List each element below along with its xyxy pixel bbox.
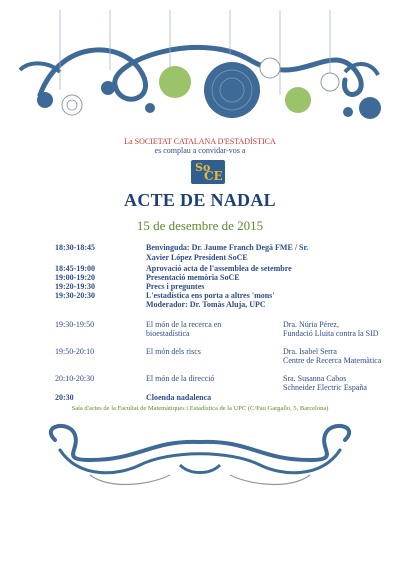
soce-logo — [191, 160, 225, 184]
ornament-ball — [145, 103, 155, 113]
schedule-event: Presentació memòria SoCE — [146, 273, 240, 282]
christmas-ornaments-decoration — [0, 0, 400, 135]
schedule-event: Aprovació acta de l'assemblea de setembre — [146, 264, 292, 273]
talk-affiliation: Fundació Lluita contra la SID — [283, 329, 379, 338]
ornament-ball — [343, 107, 353, 117]
talk-time: 20:10-20:30 — [55, 374, 95, 383]
ornament-ball — [260, 58, 280, 78]
talk-affiliation: Schneider Electric España — [283, 383, 367, 392]
closing-time: 20:30 — [55, 393, 74, 402]
schedule-event: Benvinguda: Dr. Jaume Franch Degà FME / Sr. — [146, 243, 309, 252]
logo-text-bottom: CE — [204, 169, 223, 183]
closing-event: Cloenda nadalenca — [146, 393, 212, 402]
ornament-ball — [62, 95, 82, 115]
schedule-event: L'estadística ens porta a altres 'mons' — [146, 291, 275, 300]
ribbon-swirl — [40, 47, 361, 99]
ornament-ball — [285, 87, 311, 113]
talk-topic-continued: bioestadística — [146, 329, 190, 338]
ornament-ball — [101, 81, 115, 95]
talk-topic: El món dels riscs — [146, 347, 201, 356]
organization-name: La SOCIETAT CATALANA D'ESTADÍSTICA — [124, 137, 276, 146]
talk-time: 19:30-19:50 — [55, 320, 95, 329]
talk-speaker: Dra. Isabel Serra — [283, 347, 337, 356]
schedule-event-continued: Moderador: Dr. Tomàs Aluja, UPC — [146, 300, 266, 309]
talk-affiliation: Centre de Recerca Matemàtica — [283, 356, 382, 365]
talk-topic: El món de la direcció — [146, 374, 215, 383]
schedule-event-continued: Xavier López President SoCE — [146, 253, 248, 262]
talk-speaker: Dra. Núria Pérez, — [283, 320, 339, 329]
ornament-ball — [321, 73, 339, 91]
schedule-time: 19:00-19:20 — [55, 273, 95, 282]
schedule-event: Precs i preguntes — [146, 282, 205, 291]
event-title: ACTE DE NADAL — [124, 190, 276, 210]
ribbon-end-right — [345, 64, 378, 75]
schedule-time: 19:30-20:30 — [55, 291, 95, 300]
schedule-time: 18:30-18:45 — [55, 243, 95, 252]
ornament-ball — [37, 92, 53, 108]
talk-time: 19:50-20:10 — [55, 347, 95, 356]
ribbon-decoration — [0, 420, 400, 500]
ornament-ball — [159, 66, 191, 98]
venue-address: Sala d'actes de la Facultat de Matemàtiques i Estadística de la UPC (C/Pau Gargallo, 5, Barcelona) — [71, 405, 329, 412]
ornament-ball — [359, 97, 381, 119]
talk-speaker: Sra. Susanna Cabos — [283, 374, 347, 383]
schedule-time: 18:45-19:00 — [55, 264, 95, 273]
invitation-line: es complau a convidar-vos a — [154, 146, 246, 155]
logo-text-top: So — [195, 161, 211, 174]
event-date: 15 de desembre de 2015 — [136, 218, 264, 233]
talk-topic: El món de la recerca en — [146, 320, 222, 329]
schedule-time: 19:20-19:30 — [55, 282, 95, 291]
